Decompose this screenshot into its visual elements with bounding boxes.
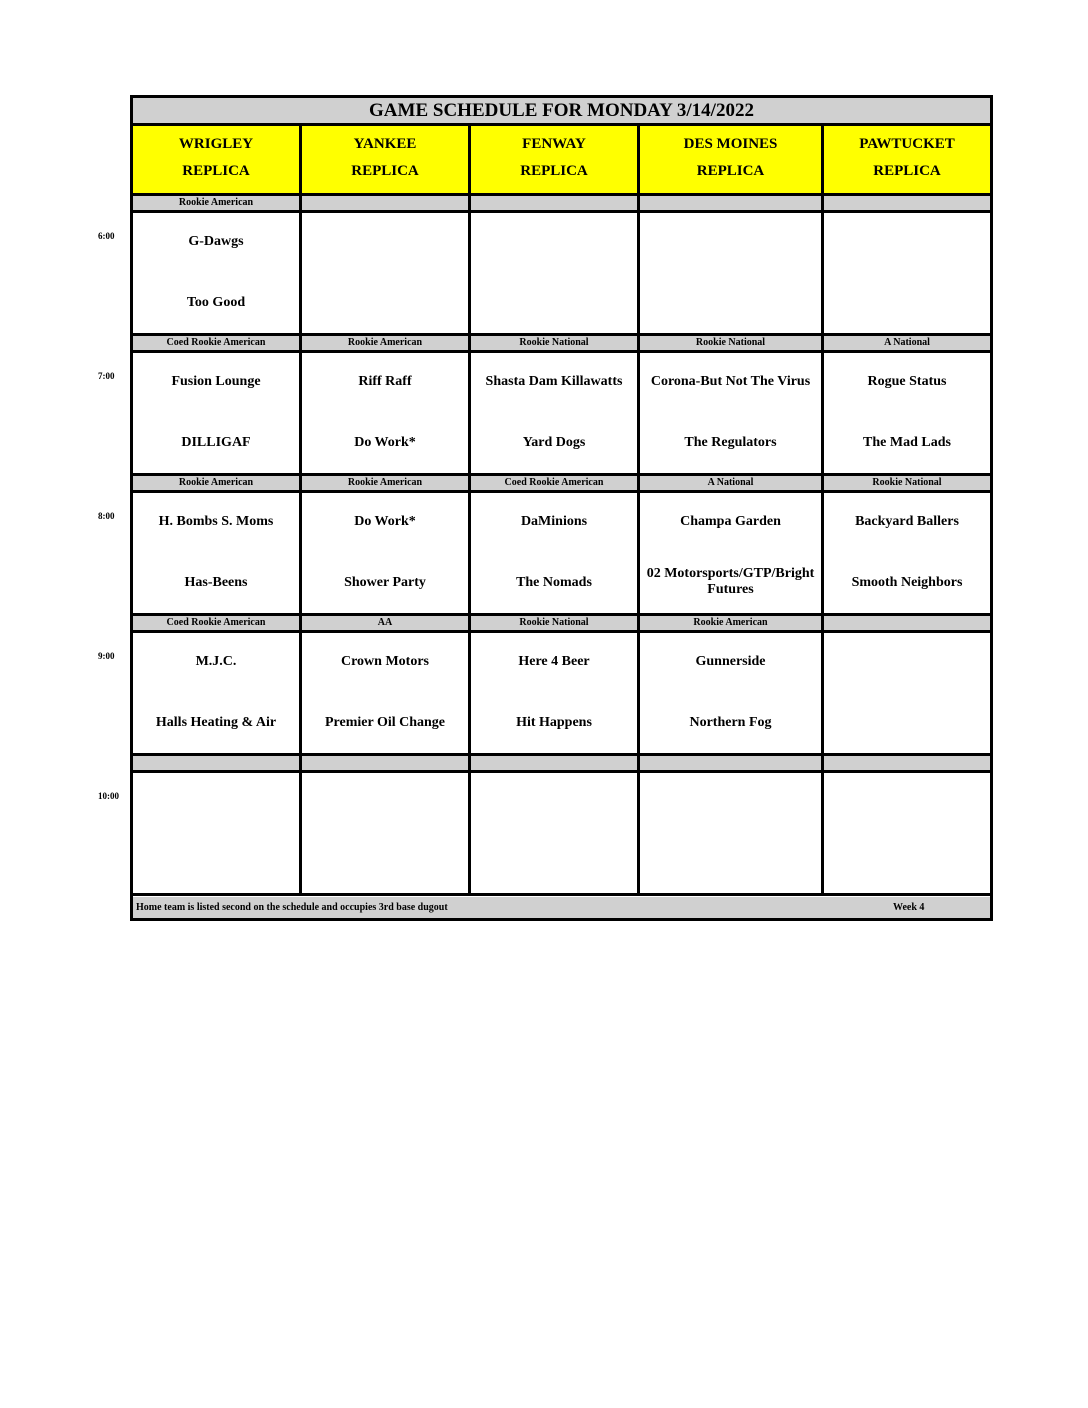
game-cell <box>640 633 821 750</box>
home-team: Too Good <box>186 295 246 310</box>
game-cell <box>640 353 821 470</box>
division-label <box>824 196 990 210</box>
visiting-team: Fusion Lounge <box>171 374 261 389</box>
game-cell <box>471 353 637 470</box>
visiting-team: Gunnerside <box>695 654 766 669</box>
game-cell <box>133 633 299 750</box>
game-cell <box>133 353 299 470</box>
game-cell <box>302 353 468 470</box>
division-label: Rookie American <box>133 196 299 210</box>
table-footer <box>133 897 990 918</box>
visiting-team: Here 4 Beer <box>518 654 590 669</box>
game-cell <box>640 213 821 330</box>
home-team: The Nomads <box>516 575 592 590</box>
game-cell <box>824 213 990 330</box>
week-label: Week 4 <box>893 902 925 913</box>
division-label: Coed Rookie American <box>133 616 299 630</box>
field-header-1 <box>133 126 299 193</box>
time-label: 6:00 <box>98 231 115 241</box>
division-label <box>824 756 990 770</box>
visiting-team: H. Bombs S. Moms <box>158 514 274 529</box>
visiting-team: Crown Motors <box>340 654 429 669</box>
visiting-team: DaMinions <box>520 514 588 529</box>
field-name: YANKEE <box>353 136 417 152</box>
game-cell <box>824 633 990 750</box>
game-cell <box>471 773 637 890</box>
game-cell <box>302 213 468 330</box>
division-label: Coed Rookie American <box>133 336 299 350</box>
column-divider <box>637 126 640 894</box>
field-name: PAWTUCKET <box>859 136 955 152</box>
game-cell <box>640 493 821 610</box>
field-header-4 <box>640 126 821 193</box>
column-divider <box>821 126 824 894</box>
field-subtitle: REPLICA <box>873 163 941 179</box>
division-label: Rookie American <box>302 476 468 490</box>
game-cell <box>133 213 299 330</box>
home-team: Smooth Neighbors <box>851 575 963 590</box>
field-header-5 <box>824 126 990 193</box>
visiting-team: G-Dawgs <box>188 234 244 249</box>
home-team: Shower Party <box>344 575 426 590</box>
division-label <box>471 196 637 210</box>
time-label: 9:00 <box>98 651 115 661</box>
home-team: Halls Heating & Air <box>155 715 277 730</box>
visiting-team: Backyard Ballers <box>855 514 959 529</box>
division-label: A National <box>824 336 990 350</box>
home-team: The Regulators <box>684 435 777 450</box>
visiting-team: Do Work* <box>354 514 416 529</box>
division-label <box>640 196 821 210</box>
division-label <box>640 756 821 770</box>
game-cell <box>302 633 468 750</box>
field-subtitle: REPLICA <box>182 163 250 179</box>
game-cell <box>302 493 468 610</box>
division-label <box>133 756 299 770</box>
visiting-team: Shasta Dam Killawatts <box>485 374 623 389</box>
home-team: Northern Fog <box>689 715 772 730</box>
field-header-2 <box>302 126 468 193</box>
time-label: 7:00 <box>98 371 115 381</box>
division-label <box>471 756 637 770</box>
schedule-title: GAME SCHEDULE FOR MONDAY 3/14/2022 <box>133 98 990 126</box>
game-cell <box>640 773 821 890</box>
division-label: Rookie American <box>133 476 299 490</box>
home-team: Do Work* <box>354 435 416 450</box>
home-team: Premier Oil Change <box>324 715 446 730</box>
visiting-team: M.J.C. <box>195 654 237 669</box>
division-label: Rookie American <box>302 336 468 350</box>
division-label: AA <box>302 616 468 630</box>
column-divider <box>299 126 302 894</box>
visiting-team: Rogue Status <box>867 374 947 389</box>
division-label: A National <box>640 476 821 490</box>
field-subtitle: REPLICA <box>520 163 588 179</box>
division-label <box>824 616 990 630</box>
division-label: Rookie National <box>824 476 990 490</box>
column-divider <box>468 126 471 894</box>
division-label <box>302 756 468 770</box>
division-label: Rookie American <box>640 616 821 630</box>
game-cell <box>471 213 637 330</box>
field-header-3 <box>471 126 637 193</box>
game-cell <box>133 773 299 890</box>
field-subtitle: REPLICA <box>696 163 765 179</box>
field-name: FENWAY <box>522 136 586 152</box>
division-label: Rookie National <box>471 336 637 350</box>
game-cell <box>471 633 637 750</box>
visiting-team: Riff Raff <box>358 374 412 389</box>
home-team: Has-Beens <box>184 575 248 590</box>
home-team-note: Home team is listed second on the schedule and occupies 3rd base dugout <box>136 902 448 913</box>
home-team: Hit Happens <box>516 715 592 730</box>
game-cell <box>133 493 299 610</box>
game-cell <box>824 353 990 470</box>
game-cell <box>471 493 637 610</box>
field-name: DES MOINES <box>683 136 778 152</box>
division-label: Rookie National <box>471 616 637 630</box>
time-label: 8:00 <box>98 511 115 521</box>
field-name: WRIGLEY <box>178 136 254 152</box>
home-team: Yard Dogs <box>522 435 586 450</box>
home-team: The Mad Lads <box>863 435 951 450</box>
game-cell <box>824 773 990 890</box>
visiting-team: Corona-But Not The Virus <box>650 374 811 389</box>
home-team: 02 Motorsports/GTP/Bright Futures <box>646 566 815 597</box>
footer-divider <box>133 893 990 896</box>
field-subtitle: REPLICA <box>351 163 419 179</box>
division-label: Coed Rookie American <box>471 476 637 490</box>
time-label: 10:00 <box>98 791 119 801</box>
schedule-table <box>130 95 993 921</box>
visiting-team: Champa Garden <box>680 514 781 529</box>
division-label <box>302 196 468 210</box>
home-team: DILLIGAF <box>181 435 251 450</box>
game-cell <box>824 493 990 610</box>
division-label: Rookie National <box>640 336 821 350</box>
game-cell <box>302 773 468 890</box>
